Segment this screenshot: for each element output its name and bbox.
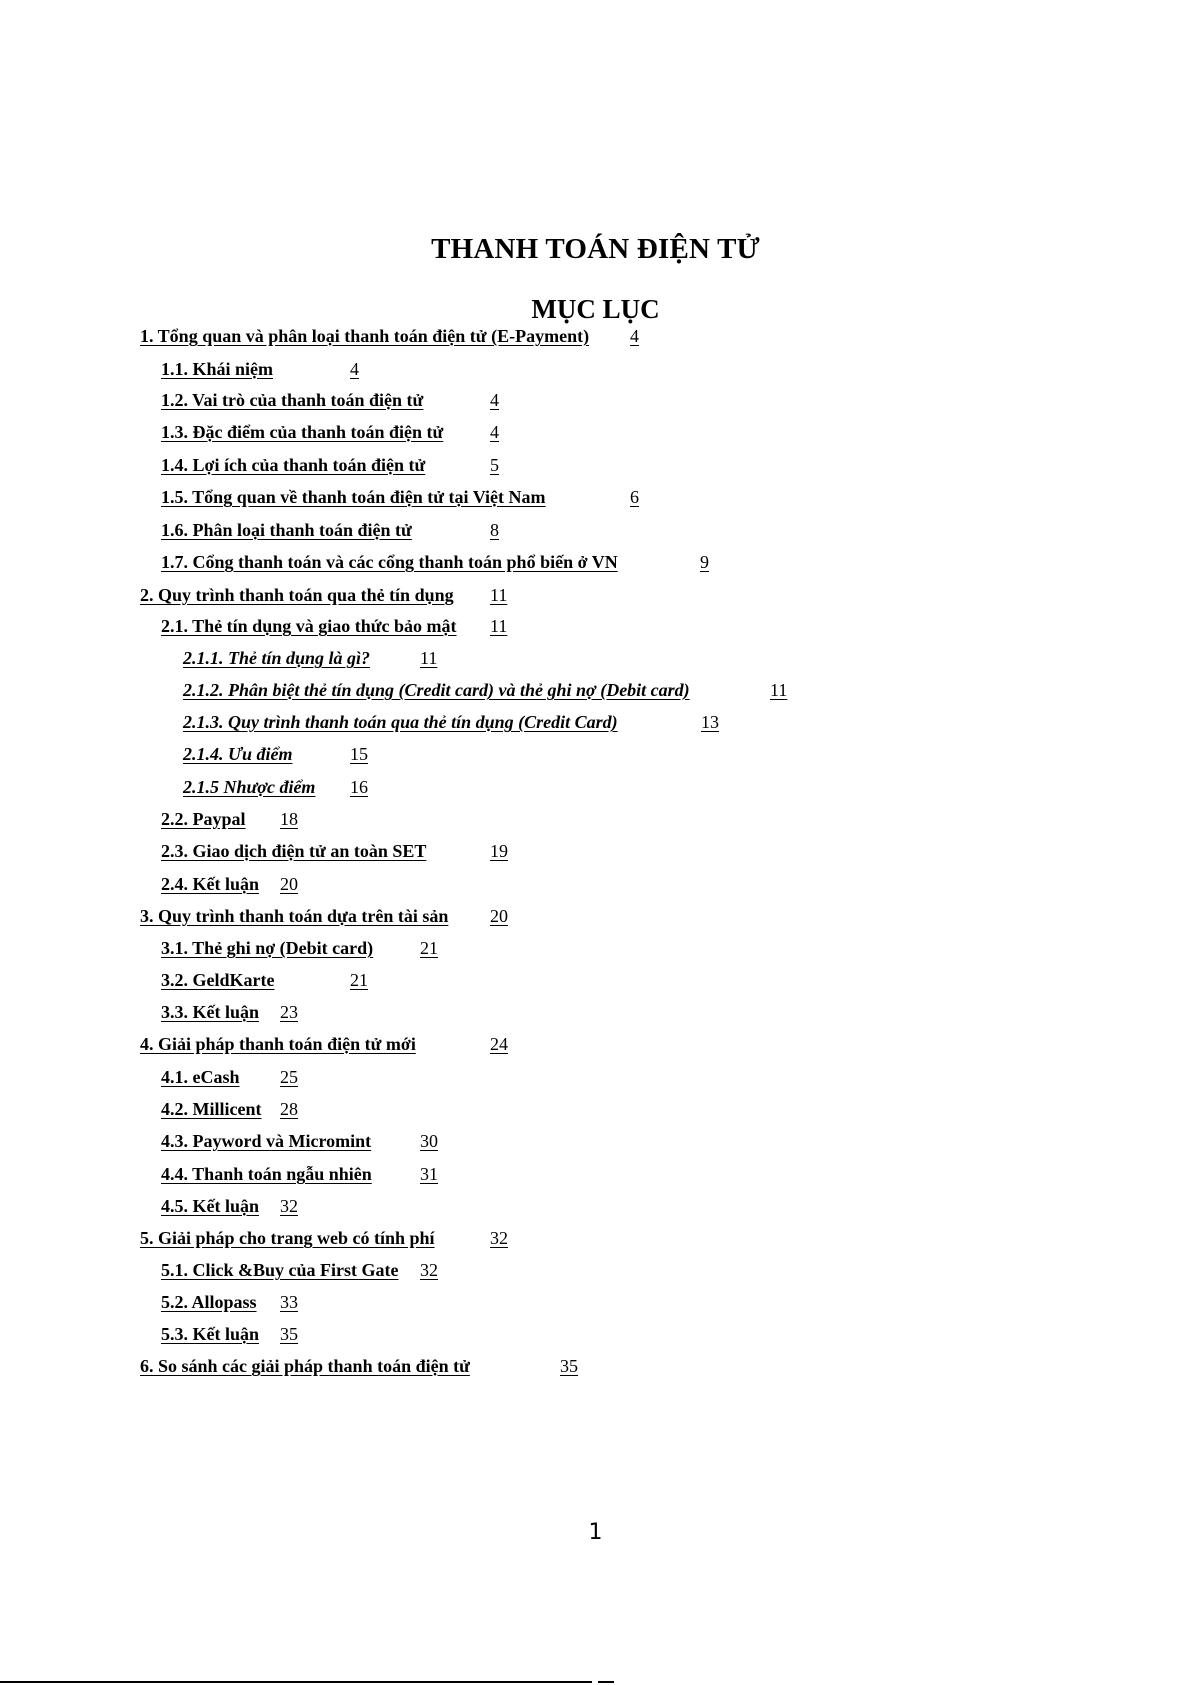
toc-entry-label[interactable]: 1.6. Phân loại thanh toán điện tử xyxy=(161,520,412,540)
toc-entry-label[interactable]: 2.2. Paypal xyxy=(161,809,246,829)
document-title: THANH TOÁN ĐIỆN TỬ xyxy=(431,233,760,265)
toc-entry-label[interactable]: 2.1.3. Quy trình thanh toán qua thẻ tín dụng (Credit Card) xyxy=(183,712,618,732)
toc-entry-label[interactable]: 2. Quy trình thanh toán qua thẻ tín dụng xyxy=(140,585,454,605)
toc-entry-label[interactable]: 5.2. Allopass xyxy=(161,1292,257,1312)
toc-entry-page[interactable]: 33 xyxy=(280,1292,298,1312)
toc-entry-label[interactable]: 3. Quy trình thanh toán dựa trên tài sản xyxy=(140,906,449,926)
toc-entry-label[interactable]: 6. So sánh các giải pháp thanh toán điện tử xyxy=(140,1356,470,1376)
toc-entry-label[interactable]: 2.4. Kết luận xyxy=(161,874,260,894)
toc-entry-label[interactable]: 4.1. eCash xyxy=(161,1067,240,1087)
toc-entry-label[interactable]: 5.1. Click &Buy của First Gate xyxy=(161,1260,399,1280)
toc-entry-page[interactable]: 32 xyxy=(490,1228,508,1248)
toc-entry-label[interactable]: 2.1.5 Nhược điểm xyxy=(183,777,316,797)
toc-entry-label[interactable]: 1.7. Cổng thanh toán và các cổng thanh toán phổ biến ở VN xyxy=(161,552,618,572)
toc-entry-label[interactable]: 2.1. Thẻ tín dụng và giao thức bảo mật xyxy=(161,616,457,636)
toc-entry-page[interactable]: 11 xyxy=(490,585,508,605)
toc-entry-page[interactable]: 35 xyxy=(560,1356,578,1376)
toc-entry-page[interactable]: 25 xyxy=(280,1067,298,1087)
toc-entry-page[interactable]: 19 xyxy=(490,841,508,861)
toc-entry-page[interactable]: 9 xyxy=(700,552,709,572)
toc-entry-label[interactable]: 4.3. Payword và Micromint xyxy=(161,1131,372,1151)
toc-entry-page[interactable]: 20 xyxy=(280,874,298,894)
footer-rule-stub xyxy=(598,1681,614,1683)
toc-entry-page[interactable]: 5 xyxy=(490,455,499,475)
toc-entry-label[interactable]: 3.2. GeldKarte xyxy=(161,970,275,990)
toc-entry-page[interactable]: 11 xyxy=(490,616,508,636)
toc-entry-page[interactable]: 4 xyxy=(490,390,499,410)
toc-heading-text: MỤC LỤC xyxy=(531,294,660,324)
toc-entry-page[interactable]: 35 xyxy=(280,1324,298,1344)
toc-entry-label[interactable]: 1. Tổng quan và phân loại thanh toán điện tử (E-Payment) xyxy=(140,326,590,346)
toc-entry-page[interactable]: 11 xyxy=(420,648,438,668)
toc-entry-page[interactable]: 24 xyxy=(490,1034,508,1054)
toc-entry-page[interactable]: 21 xyxy=(420,938,438,958)
toc-entry-label[interactable]: 1.3. Đặc điểm của thanh toán điện tử xyxy=(161,422,444,442)
toc-entry-page[interactable]: 18 xyxy=(280,809,298,829)
toc-entry-label[interactable]: 4.2. Millicent xyxy=(161,1099,262,1119)
toc-entry-label[interactable]: 2.1.2. Phân biệt thẻ tín dụng (Credit card) và thẻ ghi nợ (Debit card) xyxy=(183,680,690,700)
toc-entry-label[interactable]: 5.3. Kết luận xyxy=(161,1324,260,1344)
toc-entry-label[interactable]: 4. Giải pháp thanh toán điện tử mới xyxy=(140,1034,416,1054)
toc-entry-page[interactable]: 32 xyxy=(280,1196,298,1216)
toc-entry-label[interactable]: 3.3. Kết luận xyxy=(161,1002,260,1022)
footer-rule xyxy=(0,1681,592,1683)
toc-entry-label[interactable]: 5. Giải pháp cho trang web có tính phí xyxy=(140,1228,435,1248)
toc-entry-page[interactable]: 23 xyxy=(280,1002,298,1022)
toc-entry-page[interactable]: 28 xyxy=(280,1099,298,1119)
toc-entry-page[interactable]: 32 xyxy=(420,1260,438,1280)
toc-entry-page[interactable]: 4 xyxy=(350,359,359,379)
toc-entry-page[interactable]: 21 xyxy=(350,970,368,990)
toc-entry-label[interactable]: 1.2. Vai trò của thanh toán điện tử xyxy=(161,390,424,410)
toc-entry-label[interactable]: 1.5. Tổng quan về thanh toán điện tử tại Việt Nam xyxy=(161,487,546,507)
toc-entry-page[interactable]: 30 xyxy=(420,1131,438,1151)
toc-entry-page[interactable]: 20 xyxy=(490,906,508,926)
page-number: 1 xyxy=(588,1520,603,1545)
toc-entry-page[interactable]: 11 xyxy=(770,680,788,700)
toc-entry-label[interactable]: 3.1. Thẻ ghi nợ (Debit card) xyxy=(161,938,374,958)
toc-entry-label[interactable]: 1.4. Lợi ích của thanh toán điện tử xyxy=(161,455,426,475)
toc-entry-label[interactable]: 2.1.1. Thẻ tín dụng là gì? xyxy=(183,648,371,668)
toc-entry-page[interactable]: 31 xyxy=(420,1164,438,1184)
toc-entry-page[interactable]: 4 xyxy=(630,326,639,346)
toc-entry-page[interactable]: 16 xyxy=(350,777,368,797)
toc-entry-page[interactable]: 13 xyxy=(701,712,719,732)
toc-entry-label[interactable]: 1.1. Khái niệm xyxy=(161,359,274,379)
toc-entry-page[interactable]: 4 xyxy=(490,422,499,442)
toc-entry-page[interactable]: 6 xyxy=(630,487,639,507)
toc-entry-label[interactable]: 4.5. Kết luận xyxy=(161,1196,260,1216)
toc-entry-label[interactable]: 4.4. Thanh toán ngẫu nhiên xyxy=(161,1164,372,1184)
toc-entry-page[interactable]: 8 xyxy=(490,520,499,540)
toc-entry-label[interactable]: 2.1.4. Ưu điểm xyxy=(183,744,293,764)
toc-entry-label[interactable]: 2.3. Giao dịch điện tử an toàn SET xyxy=(161,841,427,861)
toc-entry-page[interactable]: 15 xyxy=(350,744,368,764)
